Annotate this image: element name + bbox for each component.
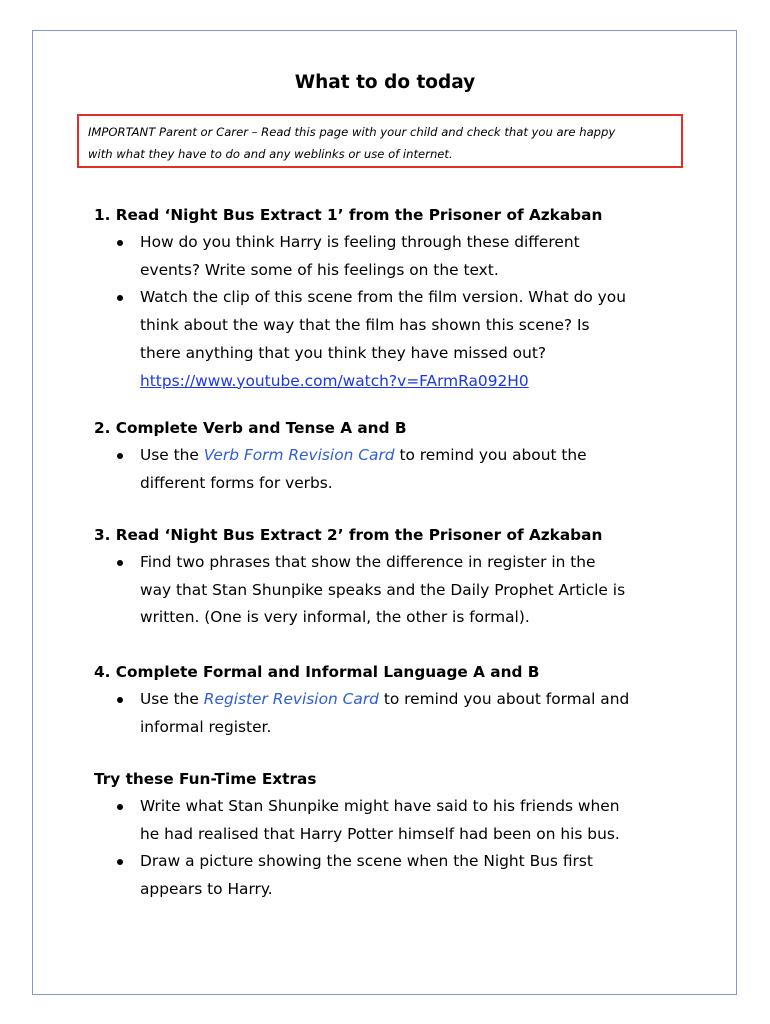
bullet-line: Find two phrases that show the difference in register in the (140, 553, 596, 571)
extras-bullet-2 (94, 848, 694, 903)
bullet-line: Watch the clip of this scene from the film version. What do you (140, 288, 626, 307)
bullet-line (140, 442, 694, 470)
bullet-line: appears to Harry. (140, 880, 273, 899)
task-2-list (94, 442, 694, 497)
bullet-line: written. (One is very informal, the other is formal). (140, 608, 530, 627)
task-2-bullet-1 (94, 442, 694, 497)
task-4-list (94, 686, 694, 741)
verb-form-card-reference: Verb Form Revision Card (203, 446, 395, 464)
bullet-line: How do you think Harry is feeling through these different (140, 233, 580, 251)
extras (94, 765, 694, 904)
task-1 (94, 201, 694, 395)
task-4-bullet-1 (94, 686, 694, 741)
youtube-link[interactable]: https://www.youtube.com/watch?v=FArmRa092H0 (140, 371, 529, 390)
register-card-reference: Register Revision Card (203, 690, 379, 708)
bullet-line: events? Write some of his feelings on the text. (140, 260, 499, 279)
bullet-text: to remind you about the (394, 446, 587, 464)
page-title: What to do today (294, 72, 476, 93)
bullet-text: to remind you about formal and (378, 690, 630, 708)
task-2-heading: 2. Complete Verb and Tense A and B (94, 419, 407, 437)
task-1-list (94, 229, 694, 395)
bullet-line: way that Stan Shunpike speaks and the Daily Prophet Article is (140, 580, 626, 599)
task-1-heading: 1. Read ‘Night Bus Extract 1’ from the Prisoner of Azkaban (94, 206, 603, 224)
parent-notice-box (77, 114, 683, 168)
bullet-line: Draw a picture showing the scene when the Night Bus first (140, 852, 593, 871)
bullet-text: Use the (140, 446, 204, 464)
bullet-line: think about the way that the film has shown this scene? Is (140, 316, 590, 335)
task-3-list (94, 549, 694, 632)
bullet-line: different forms for verbs. (140, 473, 333, 492)
bullet-line: he had realised that Harry Potter himself had been on his bus. (140, 824, 620, 843)
bullet-line: there anything that you think they have missed out? (140, 343, 547, 362)
bullet-line: Write what Stan Shunpike might have said to his friends when (140, 797, 620, 815)
extras-list (94, 793, 694, 904)
task-1-bullet-1 (94, 229, 694, 284)
task-4-heading: 4. Complete Formal and Informal Language A and B (94, 663, 540, 681)
notice-line-2: with what they have to do and any weblinks or use of internet. (88, 147, 453, 161)
task-1-bullet-2 (94, 284, 694, 395)
task-4 (94, 658, 694, 741)
task-3-heading: 3. Read ‘Night Bus Extract 2’ from the Prisoner of Azkaban (94, 526, 603, 544)
extras-bullet-1 (94, 793, 694, 848)
bullet-text: Use the (140, 690, 204, 708)
bullet-line (140, 686, 694, 714)
task-2 (94, 414, 694, 497)
bullet-line: informal register. (140, 717, 272, 736)
extras-heading: Try these Fun-Time Extras (94, 770, 317, 788)
task-3-bullet-1 (94, 549, 694, 632)
notice-line-1: IMPORTANT Parent or Carer – Read this page with your child and check that you are happy (88, 125, 616, 139)
task-3 (94, 521, 694, 632)
